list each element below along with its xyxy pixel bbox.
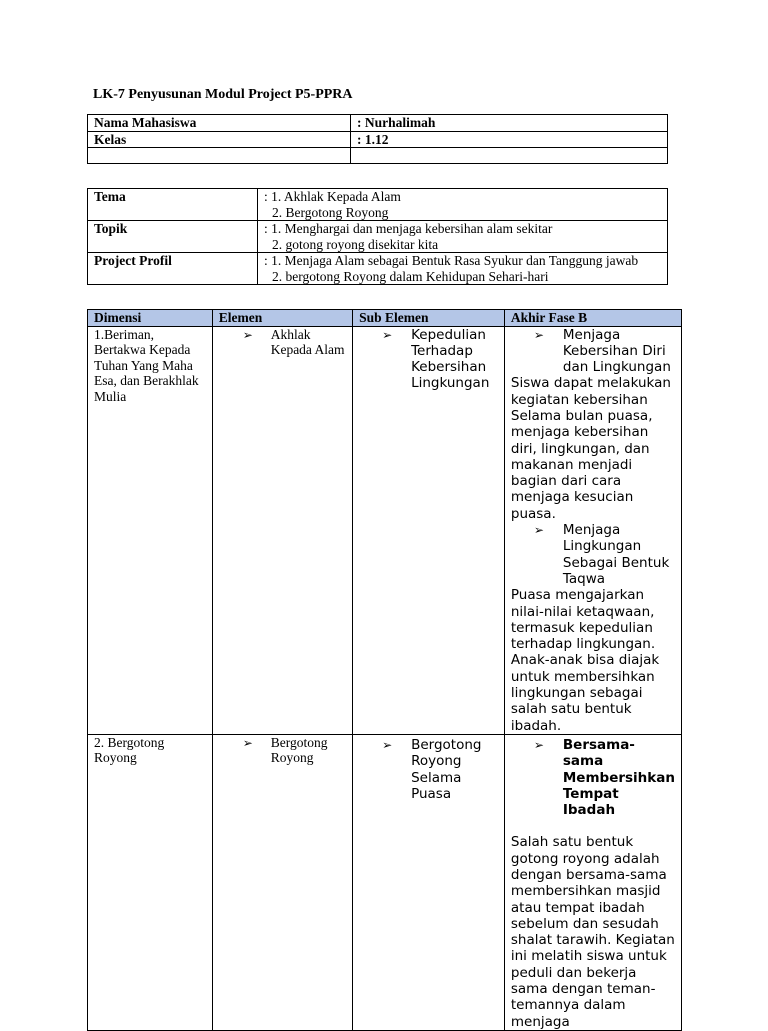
elemen-text: Akhlak Kepada Alam xyxy=(270,326,345,357)
akhir-paragraph: Salah satu bentuk gotong royong adalah dengan bersama-sama membersihkan masjid atau tempat ibadah sebelum dan sesudah shalat tarawih. Kegiatan ini melatih siswa untuk peduli dan bekerja sama dengan teman-temannya dalam menjaga xyxy=(510,834,675,1030)
tema-line-2: 2. Bergotong Royong xyxy=(272,204,389,220)
sub-elemen-text: Bergotong Royong Selama Puasa xyxy=(411,736,482,802)
table-row-empty xyxy=(88,148,668,164)
arrow-bullet-icon: ➢ xyxy=(242,735,253,750)
arrow-bullet-icon: ➢ xyxy=(533,327,544,342)
class-label: Kelas xyxy=(88,131,351,148)
dimensi-cell: 1.Beriman, Bertakwa Kepada Tuhan Yang Maha Esa, dan Berakhlak Mulia xyxy=(88,326,213,734)
sub-elemen-cell xyxy=(353,734,505,1030)
arrow-bullet-icon: ➢ xyxy=(382,327,393,342)
topik-line-1: : 1. Menghargai dan menjaga kebersihan alam sekitar xyxy=(264,221,553,236)
topik-line-2: 2. gotong royong disekitar kita xyxy=(272,236,439,252)
name-label: Nama Mahasiswa xyxy=(88,115,351,132)
table-row xyxy=(88,253,668,285)
profil-label: Project Profil xyxy=(88,253,258,285)
profil-line-1: : 1. Menjaga Alam sebagai Bentuk Rasa Syukur dan Tanggung jawab xyxy=(264,253,639,268)
tema-line-1: : 1. Akhlak Kepada Alam xyxy=(264,189,401,204)
arrow-bullet-icon: ➢ xyxy=(382,737,393,752)
elemen-cell xyxy=(212,734,352,1030)
document-title: LK-7 Penyusunan Modul Project P5-PPRA xyxy=(93,87,353,102)
header-elemen: Elemen xyxy=(212,310,352,327)
empty-cell xyxy=(88,148,351,164)
arrow-bullet-icon: ➢ xyxy=(533,737,544,752)
table-row xyxy=(88,131,668,148)
sub-elemen-text: Kepedulian Terhadap Kebersihan Lingkungan xyxy=(411,326,490,392)
tema-label: Tema xyxy=(88,189,258,221)
table-row xyxy=(88,189,668,221)
sub-elemen-cell xyxy=(353,326,505,734)
student-info-table xyxy=(87,114,668,164)
akhir-bullet-text: Menjaga Kebersihan Diri dan Lingkungan xyxy=(562,326,671,376)
arrow-bullet-icon: ➢ xyxy=(533,523,544,538)
table-row xyxy=(88,326,682,734)
akhir-bullet-text: Bersama-sama Membersihkan Tempat Ibadah xyxy=(562,736,675,819)
header-sub-elemen: Sub Elemen xyxy=(353,310,505,327)
profil-line-2: 2. bergotong Royong dalam Kehidupan Sehari-hari xyxy=(272,268,549,284)
dimensi-cell: 2. Bergotong Royong xyxy=(88,734,213,1030)
akhir-paragraph: Siswa dapat melakukan kegiatan kebersihan Selama bulan puasa, menjaga kebersihan diri, lingkungan, dan makanan menjadi bagian dari cara menjaga kesucian puasa. xyxy=(510,375,671,522)
class-value: : 1.12 xyxy=(351,131,668,148)
akhir-fase-cell xyxy=(504,326,681,734)
dimension-table xyxy=(87,309,682,1031)
akhir-fase-cell xyxy=(504,734,681,1030)
empty-cell xyxy=(351,148,668,164)
elemen-text: Bergotong Royong xyxy=(270,734,328,766)
table-row xyxy=(88,115,668,132)
project-info-table xyxy=(87,188,668,285)
akhir-bullet-text: Menjaga Lingkungan Sebagai Bentuk Taqwa xyxy=(562,522,670,587)
arrow-bullet-icon: ➢ xyxy=(242,327,253,342)
table-row xyxy=(88,734,682,1030)
table-row xyxy=(88,221,668,253)
header-dimensi: Dimensi xyxy=(88,310,213,327)
profil-value xyxy=(258,253,668,285)
elemen-cell xyxy=(212,326,352,734)
header-akhir-fase: Akhir Fase B xyxy=(504,310,681,327)
table-header-row xyxy=(88,310,682,327)
akhir-paragraph: Puasa mengajarkan nilai-nilai ketaqwaan, termasuk kepedulian terhadap lingkungan. Anak-anak bisa diajak untuk membersihkan lingkungan sebagai salah satu bentuk ibadah. xyxy=(510,587,660,734)
topik-label: Topik xyxy=(88,221,258,253)
tema-value xyxy=(258,189,668,221)
name-value: : Nurhalimah xyxy=(351,115,668,132)
topik-value xyxy=(258,221,668,253)
